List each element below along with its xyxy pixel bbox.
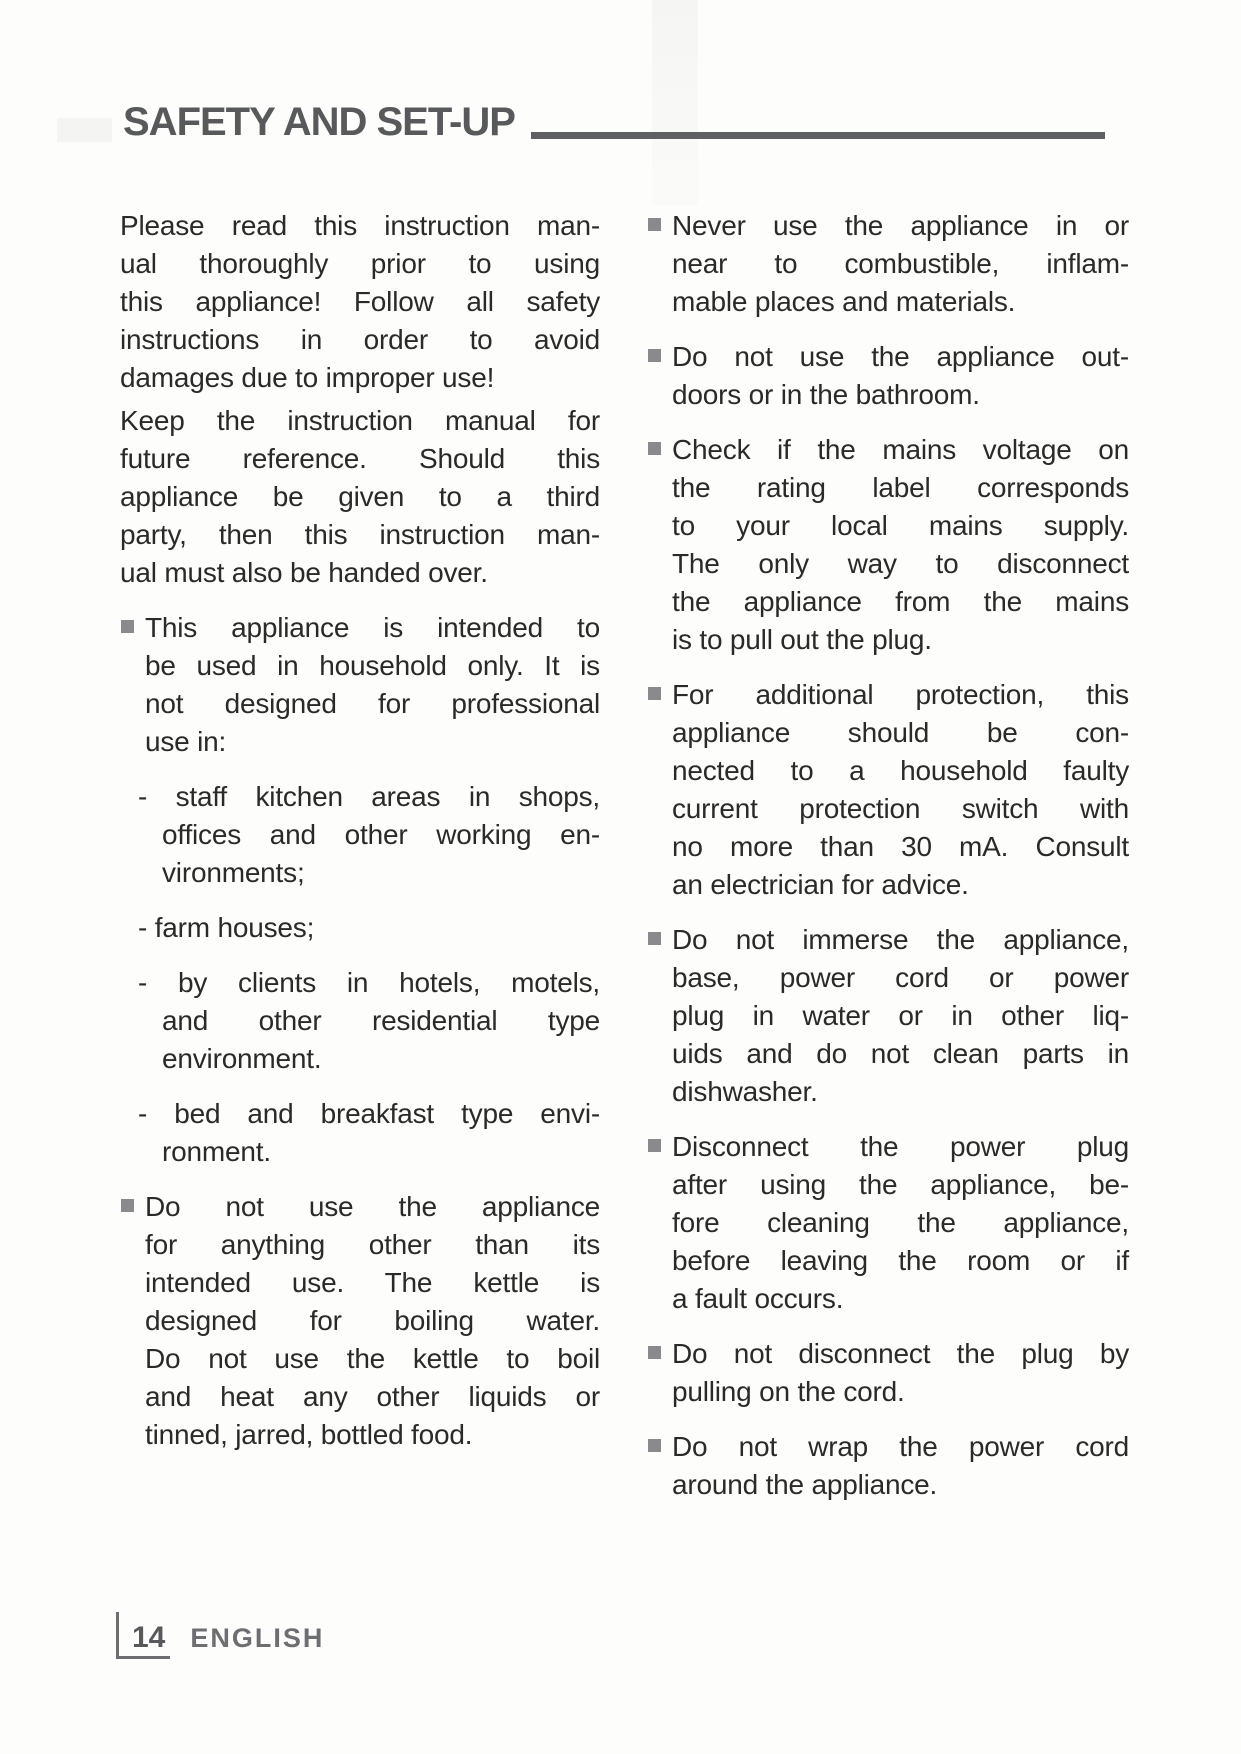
text-line: environment.: [162, 1043, 322, 1074]
right-column: [647, 207, 1129, 1521]
text-line: Do not disconnect the plug by: [672, 1338, 1129, 1369]
page-header: [123, 99, 1105, 145]
text-line: nected to a household faulty: [672, 755, 1129, 786]
text-line: use in:: [145, 726, 227, 757]
text-line: Do not use the appliance out-: [672, 341, 1129, 372]
text-line: this appliance! Follow all safety: [120, 286, 600, 317]
text-line: This appliance is intended to: [145, 612, 600, 643]
bullet-square-icon: [648, 687, 661, 700]
text-line: mable places and materials.: [672, 286, 1016, 317]
text-line: current protection switch with: [672, 793, 1129, 824]
text-line: to your local mains supply.: [672, 510, 1129, 541]
text-line: Never use the appliance in or: [672, 210, 1129, 241]
text-line: Please read this instruction man-: [120, 210, 600, 241]
bullet-square-icon: [648, 349, 661, 362]
text-line: around the appliance.: [672, 1469, 938, 1500]
text-line: Do not use the kettle to boil: [145, 1343, 600, 1374]
text-line: ronment.: [162, 1136, 271, 1167]
text-line: fore cleaning the appliance,: [672, 1207, 1129, 1238]
text-line: no more than 30 mA. Consult: [672, 831, 1129, 862]
text-line: Do not immerse the appliance,: [672, 924, 1129, 955]
text-line: offices and other working en-: [162, 819, 600, 850]
text-line: vironments;: [162, 857, 305, 888]
dash-item: [120, 909, 600, 947]
bullet-item: [120, 609, 600, 761]
text-line: tinned, jarred, bottled food.: [145, 1419, 473, 1450]
left-column: [120, 207, 600, 1521]
page-footer: [116, 1612, 324, 1659]
page-number: 14: [132, 1621, 166, 1654]
bullet-item: [647, 338, 1129, 414]
text-line: instructions in order to avoid: [120, 324, 600, 355]
text-line: - by clients in hotels, motels,: [138, 967, 600, 998]
text-line: appliance should be con-: [672, 717, 1129, 748]
paragraph: [120, 402, 600, 592]
text-line: is to pull out the plug.: [672, 624, 932, 655]
bullet-square-icon: [648, 1139, 661, 1152]
bullet-square-icon: [648, 442, 661, 455]
text-line: the rating label corresponds: [672, 472, 1129, 503]
content-columns: [120, 207, 1129, 1521]
text-line: doors or in the bathroom.: [672, 379, 980, 410]
text-line: damages due to improper use!: [120, 362, 495, 393]
bullet-square-icon: [121, 620, 134, 633]
text-line: - farm houses;: [138, 912, 315, 943]
page-title: SAFETY AND SET-UP: [123, 100, 515, 144]
paragraph: [120, 207, 600, 397]
bullet-item: [647, 1128, 1129, 1318]
bullet-square-icon: [121, 1199, 134, 1212]
bullet-square-icon: [648, 932, 661, 945]
text-line: base, power cord or power: [672, 962, 1129, 993]
text-line: Disconnect the power plug: [672, 1131, 1129, 1162]
text-line: the appliance from the mains: [672, 586, 1129, 617]
text-line: be used in household only. It is: [145, 650, 600, 681]
bullet-square-icon: [648, 1439, 661, 1452]
text-line: Do not wrap the power cord: [672, 1431, 1129, 1462]
title-rule: [531, 132, 1105, 139]
bullet-square-icon: [648, 218, 661, 231]
text-line: and heat any other liquids or: [145, 1381, 600, 1412]
text-line: after using the appliance, be-: [672, 1169, 1129, 1200]
text-line: future reference. Should this: [120, 443, 600, 474]
text-line: ual thoroughly prior to using: [120, 248, 600, 279]
text-line: appliance be given to a third: [120, 481, 600, 512]
text-line: uids and do not clean parts in: [672, 1038, 1129, 1069]
bullet-item: [647, 921, 1129, 1111]
bullet-item: [120, 1188, 600, 1454]
bullet-item: [647, 1428, 1129, 1504]
bullet-item: [647, 431, 1129, 659]
text-line: not designed for professional: [145, 688, 600, 719]
text-line: plug in water or in other liq-: [672, 1000, 1129, 1031]
text-line: dishwasher.: [672, 1076, 818, 1107]
page-number-bracket: [116, 1612, 170, 1659]
text-line: designed for boiling water.: [145, 1305, 600, 1336]
text-line: a fault occurs.: [672, 1283, 844, 1314]
text-line: The only way to disconnect: [672, 548, 1129, 579]
bullet-item: [647, 207, 1129, 321]
text-line: - bed and breakfast type envi-: [138, 1098, 600, 1129]
text-line: near to combustible, inflam-: [672, 248, 1129, 279]
dash-item: [120, 778, 600, 892]
text-line: and other residential type: [162, 1005, 600, 1036]
bullet-item: [647, 676, 1129, 904]
scan-artifact: [57, 118, 112, 142]
text-line: - staff kitchen areas in shops,: [138, 781, 600, 812]
footer-language-label: ENGLISH: [190, 1623, 325, 1653]
text-line: For additional protection, this: [672, 679, 1129, 710]
bullet-square-icon: [648, 1346, 661, 1359]
bullet-item: [647, 1335, 1129, 1411]
text-line: Keep the instruction manual for: [120, 405, 600, 436]
text-line: intended use. The kettle is: [145, 1267, 600, 1298]
text-line: an electrician for advice.: [672, 869, 969, 900]
dash-item: [120, 1095, 600, 1171]
text-line: pulling on the cord.: [672, 1376, 905, 1407]
text-line: before leaving the room or if: [672, 1245, 1129, 1276]
text-line: for anything other than its: [145, 1229, 600, 1260]
text-line: party, then this instruction man-: [120, 519, 600, 550]
dash-item: [120, 964, 600, 1078]
text-line: Do not use the appliance: [145, 1191, 600, 1222]
text-line: Check if the mains voltage on: [672, 434, 1129, 465]
text-line: ual must also be handed over.: [120, 557, 488, 588]
